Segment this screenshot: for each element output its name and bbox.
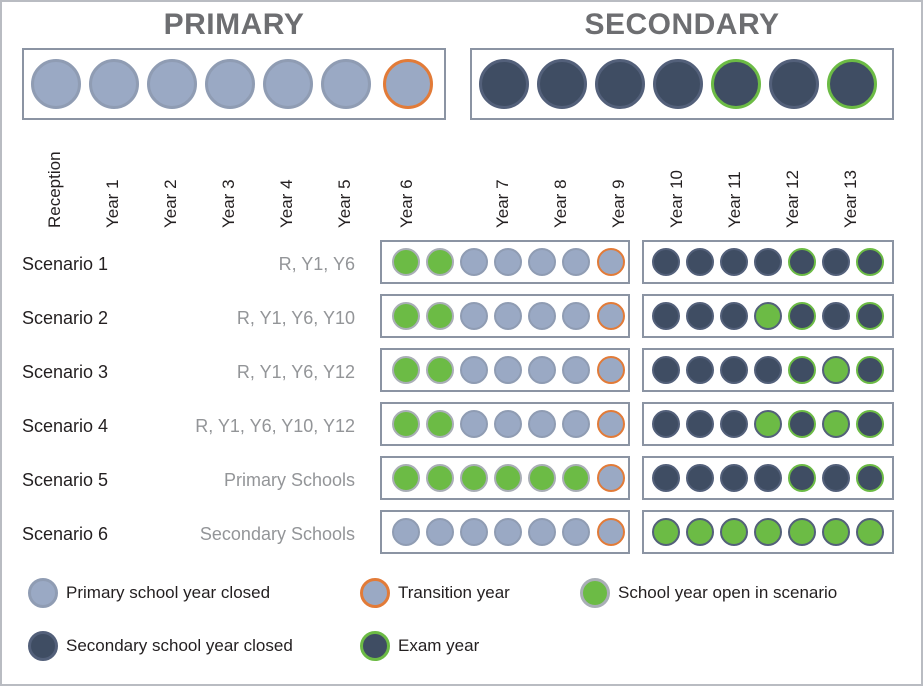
secondary-section-title: SECONDARY — [584, 8, 780, 41]
secondary-year-circle-3 — [595, 59, 645, 109]
secondary-year-label-4: Year 10 — [667, 170, 686, 228]
secondary-year-label-6: Year 12 — [783, 170, 802, 228]
scenario-6-primary-cell-2 — [426, 518, 454, 546]
primary-year-label-5: Year 4 — [277, 179, 296, 228]
scenario-label-1: Scenario 1 — [22, 254, 109, 274]
secondary-year-circle-5 — [711, 59, 761, 109]
scenario-1-secondary-cell-7 — [856, 248, 884, 276]
scenario-4-primary-cell-3 — [460, 410, 488, 438]
secondary-year-label-7: Year 13 — [841, 170, 860, 228]
scenario-6-secondary-cell-1 — [652, 518, 680, 546]
scenario-6-primary-cell-5 — [528, 518, 556, 546]
scenario-2-primary-cell-6 — [562, 302, 590, 330]
legend-label-5: Exam year — [398, 636, 480, 655]
secondary-year-circle-2 — [537, 59, 587, 109]
scenario-2-secondary-cell-3 — [720, 302, 748, 330]
scenario-2-secondary-cell-2 — [686, 302, 714, 330]
primary-year-circle-1 — [31, 59, 81, 109]
scenario-5-secondary-cell-6 — [822, 464, 850, 492]
scenario-2-secondary-cell-1 — [652, 302, 680, 330]
primary-year-circle-5 — [263, 59, 313, 109]
scenario-3-primary-cell-6 — [562, 356, 590, 384]
secondary-year-label-5: Year 11 — [725, 171, 744, 228]
scenario-sublabel-1: R, Y1, Y6 — [278, 254, 355, 274]
primary-year-label-7: Year 6 — [397, 179, 416, 228]
legend-label-4: Secondary school year closed — [66, 636, 293, 655]
primary-year-circle-7 — [383, 59, 433, 109]
scenario-4-primary-cell-5 — [528, 410, 556, 438]
scenario-6-primary-cell-3 — [460, 518, 488, 546]
scenario-4-secondary-cell-2 — [686, 410, 714, 438]
scenario-4-primary-cell-1 — [392, 410, 420, 438]
legend-swatch-3 — [580, 578, 610, 608]
scenario-5-primary-cell-7 — [597, 464, 625, 492]
scenario-5-primary-cell-3 — [460, 464, 488, 492]
scenario-1-secondary-cell-5 — [788, 248, 816, 276]
scenario-3-secondary-cell-3 — [720, 356, 748, 384]
scenario-4-secondary-cell-3 — [720, 410, 748, 438]
scenario-2-secondary-cell-7 — [856, 302, 884, 330]
scenario-1-primary-cell-6 — [562, 248, 590, 276]
legend-swatch-4 — [28, 631, 58, 661]
scenario-1-primary-cell-4 — [494, 248, 522, 276]
legend-swatch-1 — [28, 578, 58, 608]
scenario-1-secondary-cell-1 — [652, 248, 680, 276]
scenario-1-primary-cell-7 — [597, 248, 625, 276]
primary-year-circle-6 — [321, 59, 371, 109]
secondary-year-circle-1 — [479, 59, 529, 109]
scenario-6-secondary-cell-4 — [754, 518, 782, 546]
scenario-4-secondary-cell-5 — [788, 410, 816, 438]
scenario-4-primary-cell-6 — [562, 410, 590, 438]
scenario-3-primary-cell-4 — [494, 356, 522, 384]
scenario-5-primary-cell-6 — [562, 464, 590, 492]
scenario-4-primary-cell-2 — [426, 410, 454, 438]
scenario-6-secondary-cell-5 — [788, 518, 816, 546]
scenario-sublabel-2: R, Y1, Y6, Y10 — [236, 308, 355, 328]
scenario-3-secondary-cell-1 — [652, 356, 680, 384]
primary-year-label-6: Year 5 — [335, 179, 354, 228]
primary-year-circle-2 — [89, 59, 139, 109]
scenario-6-secondary-cell-2 — [686, 518, 714, 546]
primary-year-label-4: Year 3 — [219, 179, 238, 228]
scenario-label-2: Scenario 2 — [22, 308, 109, 328]
scenario-6-secondary-cell-6 — [822, 518, 850, 546]
scenario-2-primary-cell-1 — [392, 302, 420, 330]
scenario-3-primary-cell-1 — [392, 356, 420, 384]
scenario-5-primary-cell-5 — [528, 464, 556, 492]
scenario-5-secondary-cell-1 — [652, 464, 680, 492]
scenario-2-secondary-cell-4 — [754, 302, 782, 330]
legend-swatch-2 — [360, 578, 390, 608]
scenario-4-primary-cell-4 — [494, 410, 522, 438]
scenario-label-3: Scenario 3 — [22, 362, 109, 382]
scenario-3-secondary-cell-2 — [686, 356, 714, 384]
primary-year-label-2: Year 1 — [103, 179, 122, 228]
scenario-5-secondary-cell-4 — [754, 464, 782, 492]
secondary-year-label-2: Year 8 — [551, 179, 570, 228]
scenario-3-secondary-cell-6 — [822, 356, 850, 384]
scenario-1-primary-cell-1 — [392, 248, 420, 276]
scenario-sublabel-4: R, Y1, Y6, Y10, Y12 — [195, 416, 355, 436]
scenario-sublabel-5: Primary Schools — [223, 470, 355, 490]
primary-year-label-1: Reception — [45, 151, 64, 228]
scenario-1-secondary-cell-6 — [822, 248, 850, 276]
primary-section-title: PRIMARY — [163, 8, 305, 41]
scenario-4-secondary-cell-1 — [652, 410, 680, 438]
scenario-3-secondary-cell-7 — [856, 356, 884, 384]
scenario-1-secondary-cell-2 — [686, 248, 714, 276]
scenario-4-secondary-cell-6 — [822, 410, 850, 438]
scenario-label-4: Scenario 4 — [22, 416, 109, 436]
scenario-5-primary-cell-2 — [426, 464, 454, 492]
secondary-year-label-1: Year 7 — [493, 179, 512, 228]
secondary-year-label-3: Year 9 — [609, 179, 628, 228]
scenario-2-secondary-cell-6 — [822, 302, 850, 330]
scenario-sublabel-6: Secondary Schools — [199, 524, 355, 544]
scenario-2-primary-cell-2 — [426, 302, 454, 330]
scenario-4-secondary-cell-4 — [754, 410, 782, 438]
legend-label-2: Transition year — [398, 583, 510, 602]
scenario-5-secondary-cell-5 — [788, 464, 816, 492]
scenario-3-secondary-cell-5 — [788, 356, 816, 384]
primary-year-label-3: Year 2 — [161, 179, 180, 228]
scenario-3-primary-cell-3 — [460, 356, 488, 384]
legend-label-1: Primary school year closed — [66, 583, 271, 602]
scenario-4-secondary-cell-7 — [856, 410, 884, 438]
scenario-sublabel-3: R, Y1, Y6, Y12 — [236, 362, 355, 382]
secondary-year-circle-4 — [653, 59, 703, 109]
primary-year-circle-4 — [205, 59, 255, 109]
scenario-6-primary-cell-6 — [562, 518, 590, 546]
scenario-5-secondary-cell-3 — [720, 464, 748, 492]
scenario-5-secondary-cell-2 — [686, 464, 714, 492]
scenario-6-secondary-cell-3 — [720, 518, 748, 546]
scenario-2-primary-cell-4 — [494, 302, 522, 330]
scenario-5-primary-cell-1 — [392, 464, 420, 492]
scenario-6-secondary-cell-7 — [856, 518, 884, 546]
scenario-6-primary-cell-4 — [494, 518, 522, 546]
scenario-3-primary-cell-5 — [528, 356, 556, 384]
scenario-1-primary-cell-2 — [426, 248, 454, 276]
legend-label-3: School year open in scenario — [618, 583, 838, 602]
scenario-5-primary-cell-4 — [494, 464, 522, 492]
scenario-1-primary-cell-5 — [528, 248, 556, 276]
legend-swatch-5 — [360, 631, 390, 661]
scenario-6-primary-cell-1 — [392, 518, 420, 546]
scenario-5-secondary-cell-7 — [856, 464, 884, 492]
primary-year-circle-3 — [147, 59, 197, 109]
scenario-1-primary-cell-3 — [460, 248, 488, 276]
secondary-year-circle-6 — [769, 59, 819, 109]
secondary-year-circle-7 — [827, 59, 877, 109]
scenario-label-5: Scenario 5 — [22, 470, 109, 490]
scenario-1-secondary-cell-4 — [754, 248, 782, 276]
scenario-3-secondary-cell-4 — [754, 356, 782, 384]
scenario-1-secondary-cell-3 — [720, 248, 748, 276]
scenario-2-primary-cell-7 — [597, 302, 625, 330]
scenario-2-secondary-cell-5 — [788, 302, 816, 330]
scenario-2-primary-cell-5 — [528, 302, 556, 330]
scenario-3-primary-cell-7 — [597, 356, 625, 384]
scenario-2-primary-cell-3 — [460, 302, 488, 330]
scenario-6-primary-cell-7 — [597, 518, 625, 546]
scenario-label-6: Scenario 6 — [22, 524, 109, 544]
scenario-3-primary-cell-2 — [426, 356, 454, 384]
scenario-4-primary-cell-7 — [597, 410, 625, 438]
